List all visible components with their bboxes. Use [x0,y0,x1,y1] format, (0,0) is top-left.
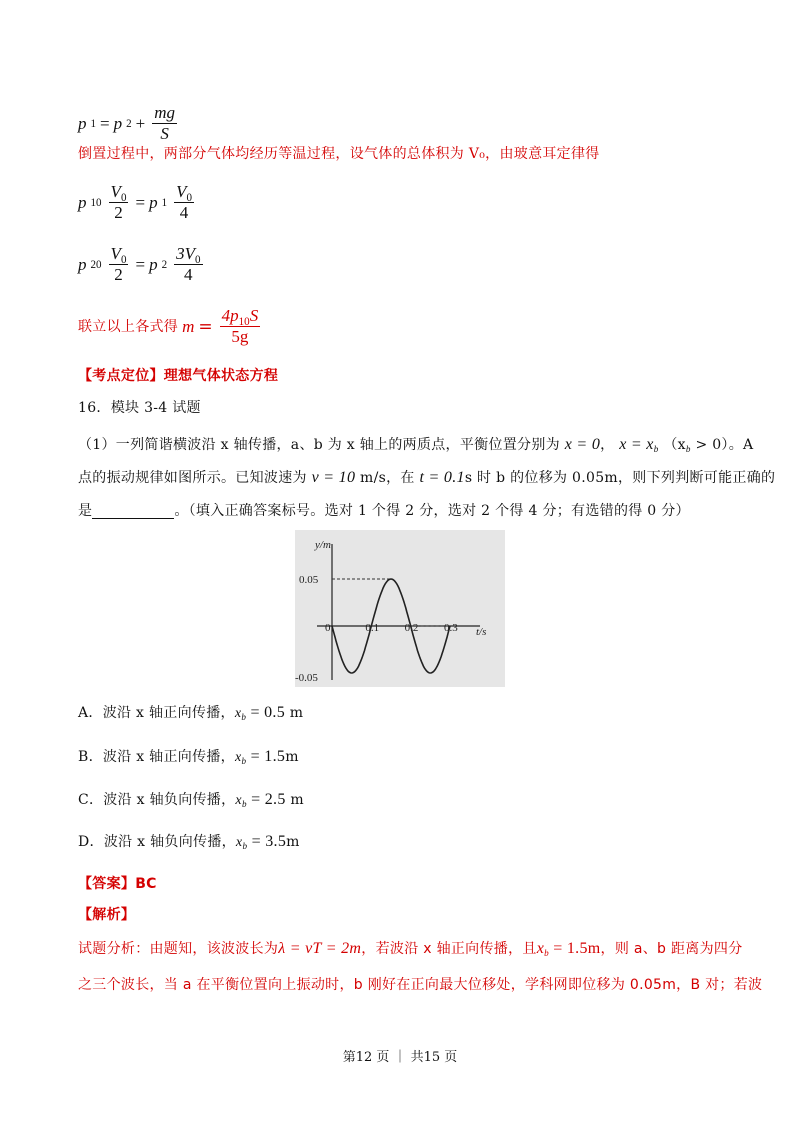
x-tick-label: 0.2 [404,622,419,634]
q1-part1: （1）一列简谐横波沿 x 轴传播，a、b 为 x 轴上的两质点，平衡位置分别为 [78,437,560,453]
q1-line2: 点的振动规律如图所示。已知波速为 [78,470,307,486]
question-line-3 [78,500,758,522]
y-tick-label: 0.05 [299,574,319,586]
option-b-label: B．波沿 x 轴正向传播， [78,749,235,765]
option-b-value: = 1.5 [246,748,286,765]
option-d-unit: m [286,834,300,850]
eq3-den1: 2 [114,265,123,284]
eq1-fraction [152,103,177,144]
eq3-frac1 [109,244,129,285]
option-d-value: = 3.5 [247,833,287,850]
eq3-num2: 3V [176,244,195,263]
eq3-mid: p [149,254,158,274]
eq4-frac [220,306,261,347]
question-line-1: （1）一列简谐横波沿 x 轴传播，a、b 为 x 轴上的两质点，平衡位置分别为 x = 0， $x = x_b$ $(x_b > 0)$。A [78,436,754,455]
eq4-num-tail: S [249,306,259,325]
eq2-num2: V [176,182,187,201]
analysis-title: 【解析】 [78,907,136,923]
eq4-num: 4p [221,306,239,325]
option-c-var: x [235,793,242,808]
answer-line: 【答案】BC [78,876,157,892]
eq1-op: = [100,113,110,133]
option-a-sub: b [241,712,247,723]
x-tick-label: 0.1 [365,622,380,634]
q1-v: v = 10 [311,469,356,486]
equation-2: p 10 $\frac{V_0}{2}$ = p 1 $\frac{V_0}{4}$ [78,182,193,222]
q1-cond-tail: > 0）。A [690,437,754,453]
eq1-rhs: p [113,113,123,133]
vibration-chart [295,530,505,687]
eq1-plus: + [135,113,146,133]
eq2-den1: 2 [114,203,123,222]
analysis-1d-sub: b [544,948,549,959]
option-a-var: x [234,706,242,721]
eq4-var: m [182,316,195,336]
eq3-den2: 4 [184,265,193,284]
x-tick-label: 0.3 [444,622,458,634]
eq2-num1-sub: 0 [120,191,127,204]
q1-xb: x = x [619,436,654,453]
q1-x0: x = 0 [564,436,601,453]
eq3-op: = [135,254,146,274]
question-16-title: 16．模块 3-4 试题 [78,400,201,416]
y-tick-label: -0.05 [295,672,318,684]
eq3-num1: V [110,244,121,263]
option-b-var: x [234,750,242,765]
eq2-op: = [135,192,146,212]
question-line-2 [78,467,776,489]
inverted-process-line: 倒置过程中，两部分气体均经历等温过程，设气体的总体积为 V₀，由玻意耳定律得 [78,146,600,162]
q1-cond: （x [663,437,686,453]
eq1-lhs: p [78,113,87,133]
option-c[interactable] [78,789,304,812]
eq2-num1: V [110,182,121,201]
eq2-num2-sub: 0 [186,191,193,204]
option-c-label: C．波沿 x 轴负向传播， [78,792,236,808]
option-a-value: = 0.5 [246,704,286,721]
q1-cond-sub: b [685,444,691,455]
x-tick-label: 0 [325,622,331,634]
option-d-sub: b [242,841,248,852]
option-b-unit: m [285,749,299,765]
page-footer: 第12 页 ｜ 共15 页 [342,1050,458,1065]
option-d-label: D．波沿 x 轴负向传播， [78,834,236,850]
option-b-sub: b [241,756,247,767]
analysis-1c: ，若波沿 x 轴正向传播，且 [361,941,537,957]
eq4-op: = [198,316,213,337]
eq1-den: S [160,124,169,143]
eq2-den2: 4 [179,203,189,222]
vibration-figure [295,530,505,687]
analysis-1e: = 1.5m [548,940,601,957]
q1-line3-a: 是 [78,503,93,519]
eq4-den: 5g [231,327,249,346]
analysis-1a: 试题分析：由题知，该波波长为 [78,941,279,957]
eq4-num-sub: 10 [238,315,250,328]
analysis-1b: λ = vT = 2m [278,940,362,957]
answer-blank[interactable] [92,504,174,519]
analysis-line-1 [78,938,743,960]
eq1-num: mg [154,103,176,122]
eq4-prefix: 联立以上各式得 [78,318,179,335]
y-axis-label: y/m [315,539,331,551]
analysis-line-2: 之三个波长，当 a 在平衡位置向上振动时，b 刚好在正向最大位移处，学科网即位移为 0.05m，B 对；若波 [78,977,763,993]
option-c-sub: b [241,799,247,810]
option-d[interactable] [78,831,300,854]
equation-3: p 20 $\frac{V_0}{2}$ = p 2 $\frac{3V_0}{4}$ [78,244,201,284]
x-axis-label: t/s [476,626,487,638]
option-d-var: x [235,835,243,850]
option-c-value: = 2.5 [246,791,286,808]
eq3-frac2 [174,244,202,285]
q1-xb-sub: b [653,444,659,455]
option-b[interactable] [78,746,299,769]
eq2-mid: p [149,192,158,212]
eq2-frac2 [174,182,194,223]
equation-4 [78,306,263,347]
eq3-num1-sub: 0 [120,253,127,266]
q1-t: t = 0.1 [419,469,465,486]
eq3-num2-sub: 0 [194,253,201,266]
eq2-lhs: p [78,192,87,212]
q1-line3-b: 。（填入正确答案标号。选对 1 个得 2 分，选对 2 个得 4 分；有选错的得 0 分） [174,503,690,519]
option-a-label: A．波沿 x 轴正向传播， [78,705,235,721]
q1-line2-tail: s 时 b 的位移为 0.05m，则下列判断可能正确的 [464,470,776,486]
kaodian-line: 【考点定位】理想气体状态方程 [78,368,279,384]
option-a[interactable] [78,702,303,725]
option-a-unit: m [285,705,304,721]
equation-1: p 1 = p 2 + $\frac{mg}{S}$ [78,103,176,143]
q1-v-unit: m/s，在 [355,470,420,486]
eq3-lhs: p [78,254,87,274]
option-c-unit: m [285,792,304,808]
analysis-1d: x [536,940,545,957]
analysis-1f: ，则 a、b 距离为四分 [600,941,743,957]
eq2-frac1 [109,182,129,223]
